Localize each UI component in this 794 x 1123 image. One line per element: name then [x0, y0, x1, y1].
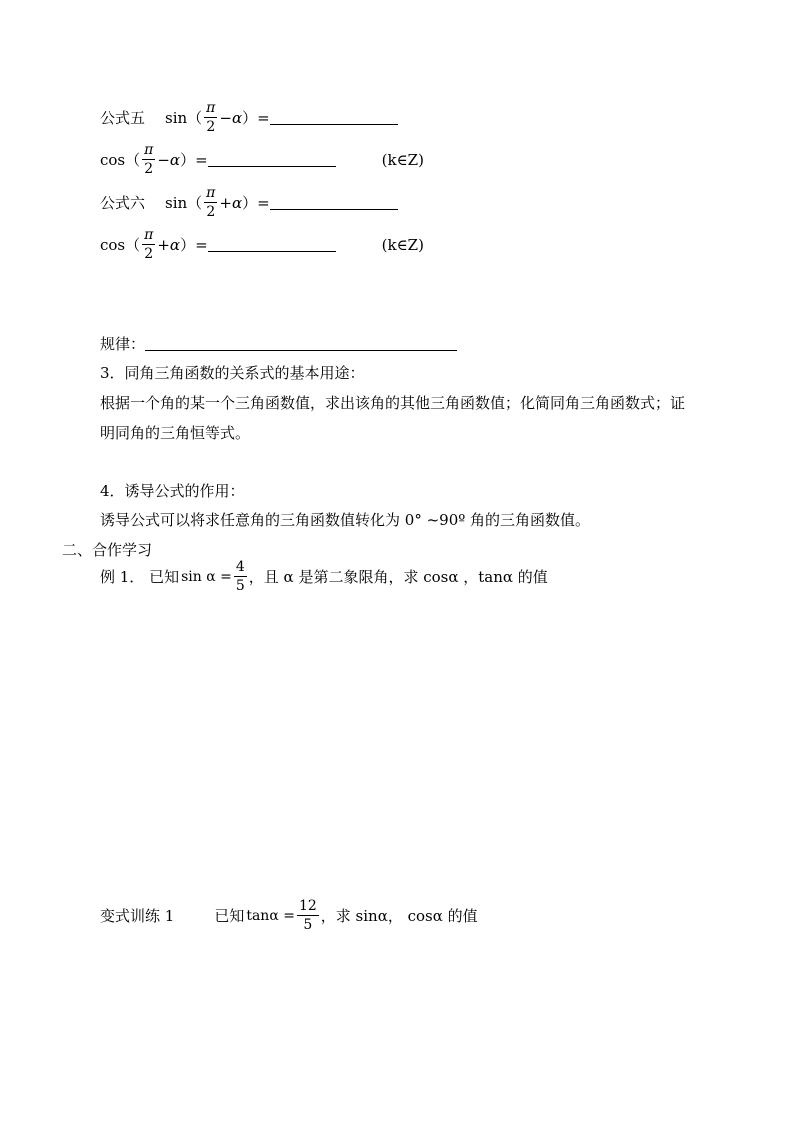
four-fifths-fraction: $\frac{4}{5}$: [235, 559, 245, 594]
rule-label: 规律：: [100, 335, 146, 353]
formula5-label: 公式五: [100, 109, 146, 127]
item3-title: 3．同角三角函数的关系式的基本用途：: [100, 364, 365, 382]
pi-over-2-fraction: $\frac{\pi}{2}$: [144, 142, 154, 177]
formula5-sin-line: 公式五 sin（ $\frac{\pi}{2}$ − α ）=: [100, 101, 398, 134]
answer-blank: [270, 195, 398, 210]
sin-fn: sin（: [165, 109, 203, 127]
item4-title: 4．诱导公式的作用：: [100, 482, 245, 500]
cos-fn: cos（: [100, 151, 141, 169]
formula5-cos-line: cos（ $\frac{\pi}{2}$ − α ）= (k∈Z): [100, 142, 424, 177]
pi-over-2-fraction: $\frac{\pi}{2}$: [206, 100, 216, 135]
answer-blank: [208, 237, 336, 252]
rule-blank: [145, 336, 457, 351]
variant1-label: 变式训练 1: [100, 907, 175, 925]
example1-line: 例 1． 已知 sin α = $\frac{4}{5}$ ，且 α 是第二象限角，求 cosα ，tanα 的值: [100, 559, 548, 594]
rule-line: [100, 333, 457, 354]
formula6-sin-line: 公式六 sin（ $\frac{\pi}{2}$ + α ）=: [100, 186, 398, 219]
condition-kZ: (k∈Z): [381, 235, 424, 254]
section-heading: 二、合作学习: [62, 541, 153, 559]
example1-expr: sin α =: [181, 568, 232, 585]
pi-over-2-fraction: $\frac{\pi}{2}$: [144, 227, 154, 262]
formula6-cos-line: cos（ $\frac{\pi}{2}$ + α ）= (k∈Z): [100, 227, 424, 262]
twelve-fifths-fraction: $\frac{12}{5}$: [298, 898, 317, 933]
pi-over-2-fraction: $\frac{\pi}{2}$: [206, 185, 216, 220]
answer-blank: [208, 152, 336, 167]
cos-fn: cos（: [100, 236, 141, 254]
item3-body-1: 根据一个角的某一个三角函数值，求出该角的其他三角函数值；化简同角三角函数式；证: [100, 394, 686, 412]
item4-body: 诱导公式可以将求任意角的三角函数值转化为 0° ~90º 角的三角函数值。: [100, 511, 591, 529]
formula6-label: 公式六: [100, 194, 146, 212]
variant1-expr: tanα =: [246, 907, 295, 924]
answer-blank: [270, 110, 398, 125]
sin-fn: sin（: [165, 194, 203, 212]
item3-body-2: 明同角的三角恒等式。: [100, 424, 251, 442]
variant1-line: 变式训练 1 已知 tanα = $\frac{12}{5}$ ，求 sinα， cosα 的值: [100, 898, 478, 933]
condition-kZ: (k∈Z): [381, 150, 424, 169]
